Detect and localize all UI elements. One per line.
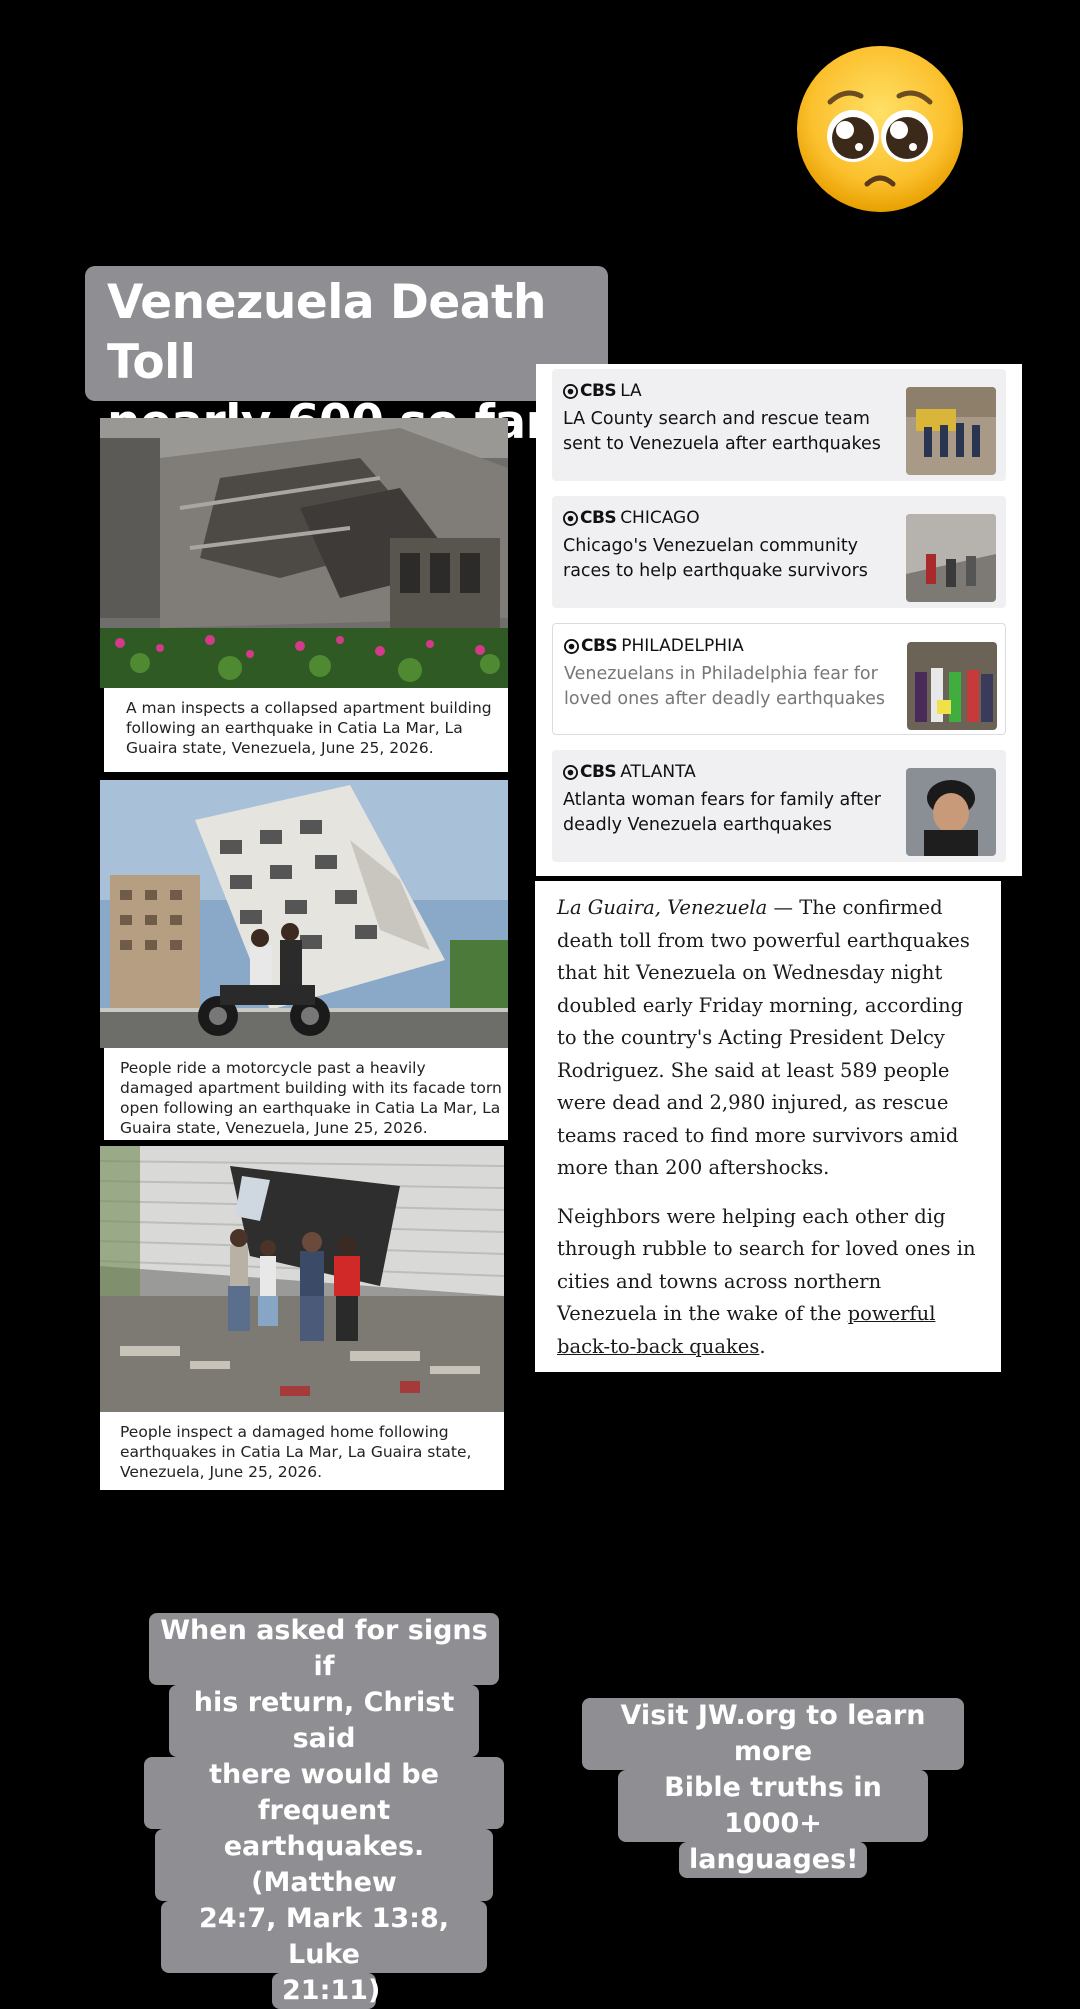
article-paragraph [557, 1201, 979, 1364]
network-name: CBS [580, 508, 617, 528]
network-name: CBS [580, 381, 617, 401]
article-paragraph-2-end: . [759, 1334, 766, 1358]
sticker-line: languages! [679, 1842, 867, 1878]
cbs-eye-icon [564, 639, 579, 654]
cbs-eye-icon [563, 511, 578, 526]
article-text [535, 881, 1001, 1372]
title-sticker [85, 266, 608, 450]
bible-verse-sticker [144, 1613, 504, 2009]
news-headline[interactable]: Chicago's Venezuelan community races to help earthquake survivors [563, 536, 868, 581]
cbs-eye-icon [563, 384, 578, 399]
news-headline[interactable]: LA County search and rescue team sent to Venezuela after earthquakes [563, 409, 881, 454]
sticker-line: there would be frequent [144, 1757, 504, 1829]
news-headline[interactable]: Atlanta woman fears for family after deadly Venezuela earthquakes [563, 790, 881, 835]
sticker-line: his return, Christ said [169, 1685, 479, 1757]
article-paragraph-1-text: — The confirmed death toll from two powerful earthquakes that hit Venezuela on Wednesday night doubled early Friday morning, according to the country's Acting President Delcy Rodriguez. She said at least 589 people were dead and 2,980 injured, as rescue teams raced to find more survivors amid more than 200 aftershocks. [557, 896, 970, 1179]
photo-caption: People inspect a damaged home following earthquakes in Catia La Mar, La Guaira state, Venezuela, June 25, 2026. [100, 1412, 504, 1490]
sticker-line: Visit JW.org to learn more [582, 1698, 964, 1770]
article-paragraph [557, 892, 979, 1185]
cbs-news-panel [536, 364, 1022, 876]
cbs-logo [564, 636, 744, 656]
sticker-line: Bible truths in 1000+ [618, 1770, 928, 1842]
title-line-2: far! [474, 395, 570, 450]
station-city: PHILADELPHIA [621, 636, 744, 656]
damaged-home-photo [100, 1146, 504, 1412]
photo-caption: People ride a motorcycle past a heavily damaged apartment building with its facade torn open following an earthquake in Catia La Mar, La Guaira state, Venezuela, June 25, 2026. [104, 1048, 508, 1140]
photo-caption: A man inspects a collapsed apartment building following an earthquake in Catia La Mar, La Guaira state, Venezuela, June 25, 2026. [104, 688, 508, 772]
article-paragraph-2-text: Neighbors were helping each other dig through rubble to search for loved ones in cities and towns across northern Venezuela in the wake of the [557, 1204, 976, 1325]
cbs-logo [563, 508, 700, 528]
damaged-apartment-photo [100, 780, 508, 1048]
news-thumbnail[interactable] [906, 768, 996, 856]
collapsed-building-photo [100, 418, 508, 688]
jw-org-sticker [578, 1698, 968, 1878]
title-line-1: Venezuela Death Toll [107, 275, 546, 390]
sticker-line: earthquakes. (Matthew [155, 1829, 493, 1901]
station-city: CHICAGO [620, 508, 700, 528]
news-card[interactable] [552, 623, 1006, 735]
cbs-logo [563, 762, 696, 782]
news-card[interactable] [552, 750, 1006, 862]
news-headline[interactable]: Venezuelans in Philadelphia fear for loved ones after deadly earthquakes [564, 664, 886, 709]
news-thumbnail[interactable] [906, 387, 996, 475]
sticker-line: 21:11) [272, 1973, 376, 2009]
station-city: LA [620, 381, 642, 401]
sticker-line: 24:7, Mark 13:8, Luke [161, 1901, 487, 1973]
network-name: CBS [581, 636, 618, 656]
article-dateline: La Guaira, Venezuela [557, 896, 768, 919]
news-thumbnail[interactable] [907, 642, 997, 730]
article-link[interactable]: powerful back-to-back quakes [557, 1302, 936, 1358]
sticker-line: When asked for signs if [149, 1613, 499, 1685]
network-name: CBS [580, 762, 617, 782]
station-city: ATLANTA [620, 762, 696, 782]
news-card[interactable] [552, 369, 1006, 481]
cbs-logo [563, 381, 642, 401]
cbs-eye-icon [563, 765, 578, 780]
news-thumbnail[interactable] [906, 514, 996, 602]
news-card[interactable] [552, 496, 1006, 608]
pleading-face-emoji [795, 44, 965, 214]
